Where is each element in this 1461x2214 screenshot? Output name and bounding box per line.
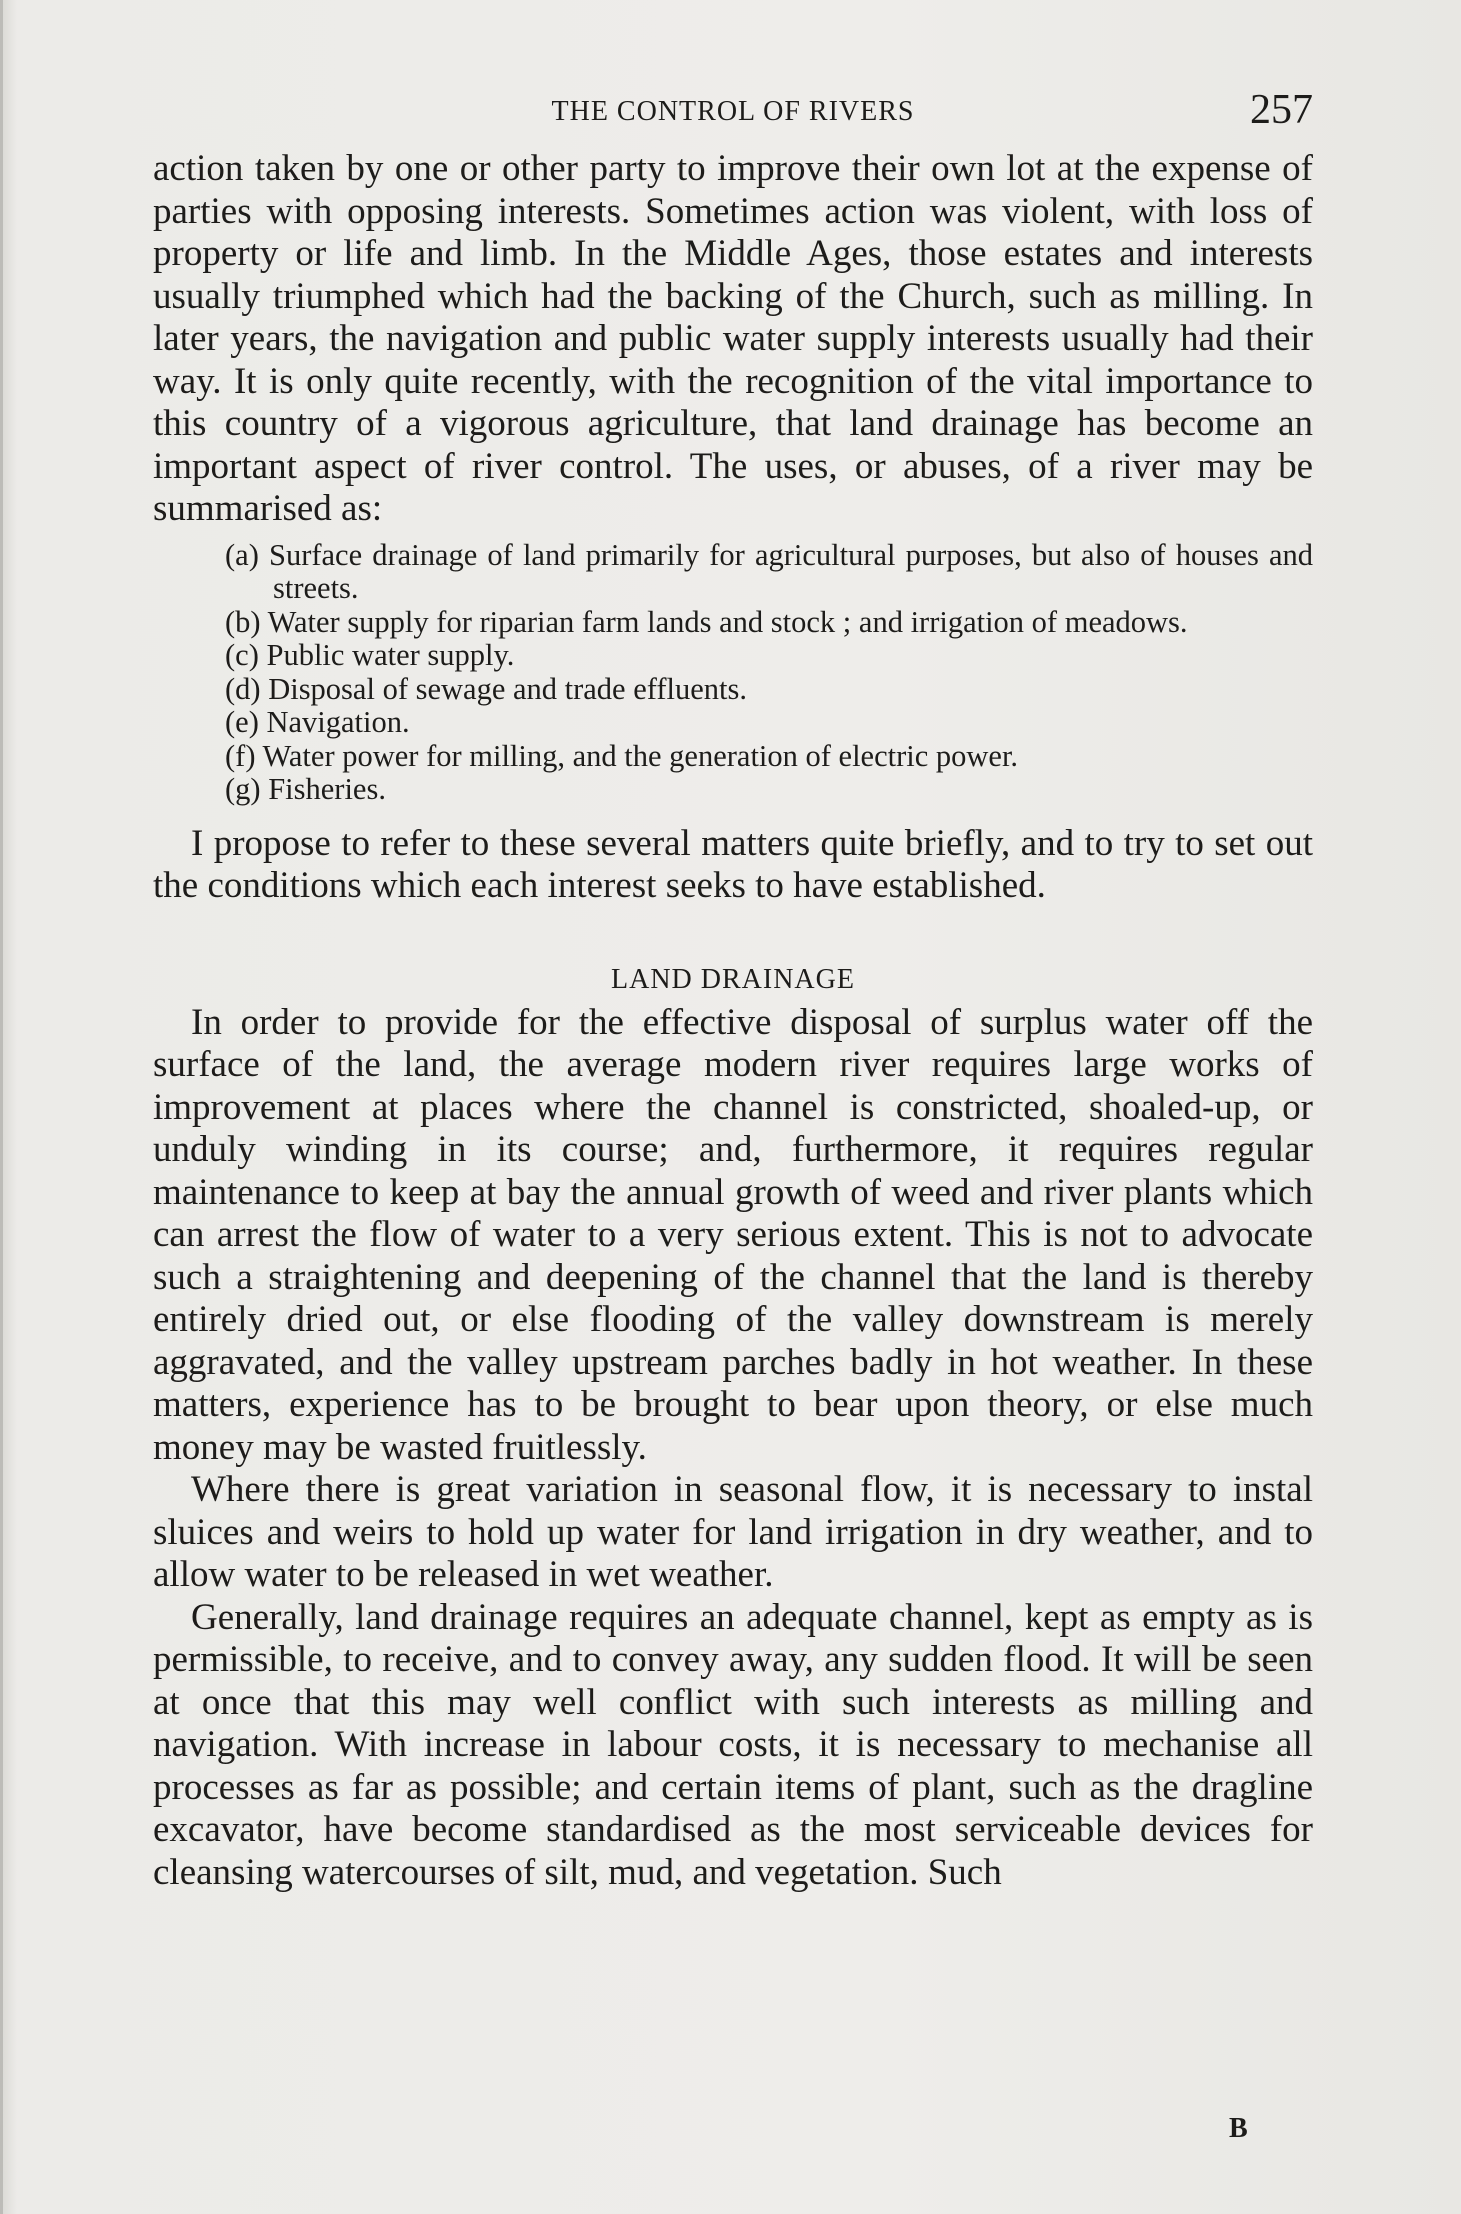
signature-mark: B [1229, 2113, 1248, 2144]
list-item: (c) Public water supply. [225, 638, 515, 672]
list-item: (b) Water supply for riparian farm lands and stock ; and irrigation of meadows. [225, 604, 1188, 639]
list-item: (a) Surface drainage of land primarily for agricultural purposes, but also of houses and streets. [225, 537, 1313, 605]
uses-list [153, 539, 1313, 807]
list-item: (d) Disposal of sewage and trade effluents. [225, 671, 747, 706]
page-body [153, 148, 1313, 1894]
page-header [153, 86, 1313, 136]
list-item: (e) Navigation. [225, 705, 410, 739]
list-item: (g) Fisheries. [225, 772, 386, 806]
list-item: (f) Water power for milling, and the generation of electric power. [225, 738, 1019, 773]
running-title: THE CONTROL OF RIVERS [551, 96, 915, 127]
paragraph-4: Where there is great variation in seasonal flow, it is necessary to instal sluices and weirs to hold up water for land irrigation in dry weather, and to allow water to be released in wet weather. [153, 1469, 1313, 1595]
paragraph-5: Generally, land drainage requires an adequate channel, kept as empty as is permissible, to receive, and to convey away, any sudden flood. It will be seen at once that this may well conflict with such interests as milling and navigation. With increase in labour costs, it is necessary to mechanise all processes as far as possible; and certain items of plant, such as the dragline excavator, have become standardised as the most serviceable devices for cleansing watercourses of silt, mud, and vegetation. Such [153, 1596, 1313, 1893]
paragraph-1: action taken by one or other party to improve their own lot at the expense of parties with opposing interests. Sometimes action was violent, with loss of property or life and limb. In the Middle Ages, those estates and interests usually triumphed which had the backing of the Church, such as milling. In later years, the navigation and public water supply interests usually had their way. It is only quite recently, with the recognition of the vital importance to this country of a vigorous agriculture, that land drainage has become an important aspect of river control. The uses, or abuses, of a river may be summarised as: [153, 148, 1313, 529]
section-heading: LAND DRAINAGE [611, 963, 855, 995]
page-number: 257 [1250, 87, 1313, 133]
paragraph-3: In order to provide for the effective disposal of surplus water off the surface of the land, the average modern river requires large works of improvement at places where the channel is constricted, shoaled-up, or unduly winding in its course; and, furthermore, it requires regular maintenance to keep at bay the annual growth of weed and river plants which can arrest the flow of water to a very serious extent. This is not to advocate such a straightening and deepening of the channel that the land is thereby entirely dried out, or else flooding of the valley downstream is merely aggravated, and the valley upstream parches badly in hot weather. In these matters, experience has to be brought to bear upon theory, or else much money may be wasted fruitlessly. [153, 1001, 1313, 1468]
paragraph-2: I propose to refer to these several matters quite briefly, and to try to set out the conditions which each interest seeks to have established. [153, 822, 1313, 906]
